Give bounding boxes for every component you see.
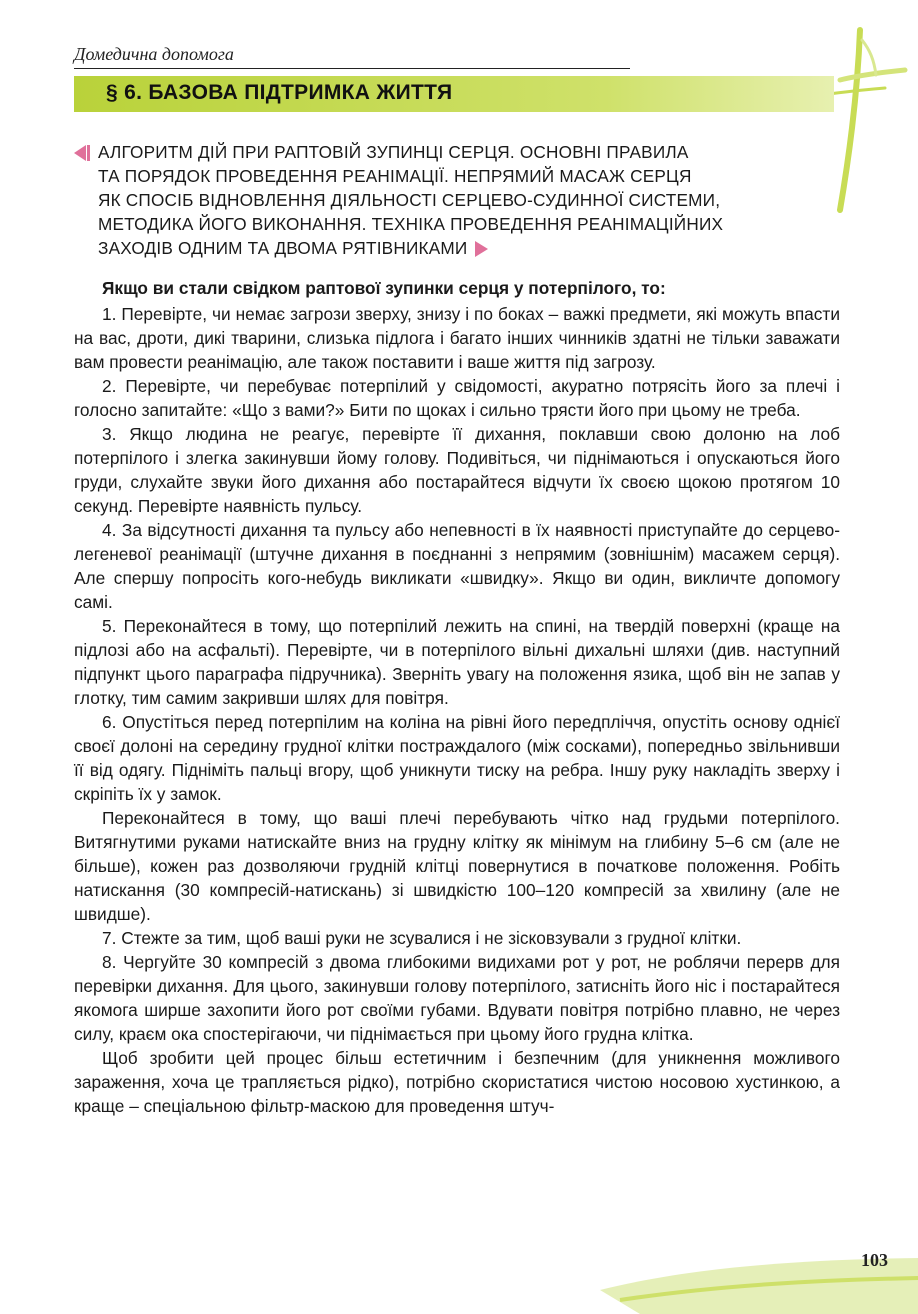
objective-line: ЯК СПОСІБ ВІДНОВЛЕННЯ ДІЯЛЬНОСТІ СЕРЦЕВО-СУДИННОЇ СИСТЕМИ,	[98, 190, 721, 210]
paragraph: 4. За відсутності дихання та пульсу або непевності в їх наявності приступайте до серцево-легеневої реанімації (штучне дихання в поєднанні з непрямим (зовнішнім) масажем серця). Але спершу попросіть кого-небудь викликати «швидку». Якщо ви один, викличте допомогу самі.	[74, 520, 840, 612]
triangle-left-icon	[74, 145, 86, 161]
paragraph: 6. Опустіться перед потерпілим на коліна на рівні його передпліччя, опустіть основу однієї своєї долоні на середину грудної клітки постраждалого (між сосками), попередньо звільнивши її від одягу. Підніміть пальці вгору, щоб уникнути тиску на ребра. Іншу руку накладіть зверху і скріпіть їх у замок.	[74, 712, 840, 804]
triangle-left-bar-icon	[87, 145, 90, 161]
objective-line: АЛГОРИТМ ДІЙ ПРИ РАПТОВІЙ ЗУПИНЦІ СЕРЦЯ. ОСНОВНІ ПРАВИЛА	[98, 142, 689, 162]
triangle-right-icon	[475, 241, 488, 257]
running-header: Домедична допомога	[74, 44, 234, 64]
decorative-footer-wash	[600, 1230, 918, 1314]
page-number: 103	[861, 1250, 888, 1270]
paragraph: Переконайтеся в тому, що ваші плечі перебувають чітко над грудьми потерпілого. Витягнутими руками натискайте вниз на грудну клітку як мінімум на глибину 5–6 см (але не більше), кожен раз дозволяючи грудній клітці повернутися в початкове положення. Робіть натискання (30 компресій-натискань) зі швидкістю 100–120 компресій за хвилину (але не швидше).	[74, 808, 840, 924]
paragraph: 2. Перевірте, чи перебуває потерпілий у свідомості, акуратно потрясіть його за плечі і голосно запитайте: «Що з вами?» Бити по щоках і сильно трясти його при цьому не треба.	[74, 376, 840, 420]
section-objectives	[74, 140, 844, 260]
paragraph: 8. Чергуйте 30 компресій з двома глибокими видихами рот у рот, не роблячи перерв для перевірки дихання. Для цього, закинувши голову потерпілого, затисніть його ніс і постарайтеся якомога ширше захопити його рот своїми губами. Вдувати повітря потрібно плавно, не через силу, краєм ока спостерігаючи, чи піднімається при цьому його грудна клітка.	[74, 952, 840, 1044]
objective-line: МЕТОДИКА ЙОГО ВИКОНАННЯ. ТЕХНІКА ПРОВЕДЕННЯ РЕАНІМАЦІЙНИХ	[98, 214, 724, 234]
paragraph: 5. Переконайтеся в тому, що потерпілий лежить на спині, на твердій поверхні (краще на підлозі або на асфальті). Перевірте, чи в потерпілого вільні дихальні шляхи (див. наступний підпункт цього параграфа підручника). Зверніть увагу на положення язика, щоб він не запав у глотку, тим самим закривши шлях для повітря.	[74, 616, 840, 708]
header-rule	[74, 68, 630, 69]
lead-paragraph: Якщо ви стали свідком раптової зупинки серця у потерпілого, то:	[102, 278, 666, 298]
objective-line-last	[74, 236, 844, 260]
objective-line-text: ЗАХОДІВ ОДНИМ ТА ДВОМА РЯТІВНИКАМИ	[98, 238, 468, 258]
paragraph: 7. Стежте за тим, щоб ваші руки не зсувалися і не зісковзували з грудної клітки.	[102, 928, 742, 948]
paragraph: 1. Перевірте, чи немає загрози зверху, знизу і по боках – важкі предмети, які можуть впасти на вас, дроти, дикі тварини, слизька підлога і багато інших чинників здатні не тільки заважати вам провести реанімацію, але також поставити і ваше життя під загрозу.	[74, 304, 840, 372]
paragraph: Щоб зробити цей процес більш естетичним і безпечним (для уникнення можливого зараження, хоча це трапляється рідко), потрібно скористатися чистою носовою хустинкою, а краще – спеціальною фільтр-маскою для проведення штуч-	[74, 1048, 840, 1116]
section-title: § 6. БАЗОВА ПІДТРИМКА ЖИТТЯ	[106, 81, 453, 104]
body-text	[74, 276, 840, 1118]
objective-line: ТА ПОРЯДОК ПРОВЕДЕННЯ РЕАНІМАЦІЇ. НЕПРЯМИЙ МАСАЖ СЕРЦЯ	[98, 166, 692, 186]
paragraph: 3. Якщо людина не реагує, перевірте її дихання, поклавши свою долоню на лоб потерпілого і злегка закинувши йому голову. Подивіться, чи піднімаються і опускаються його груди, слухайте звуки його дихання або постарайтеся відчути їх своєю щокою протягом 10 секунд. Перевірте наявність пульсу.	[74, 424, 840, 516]
